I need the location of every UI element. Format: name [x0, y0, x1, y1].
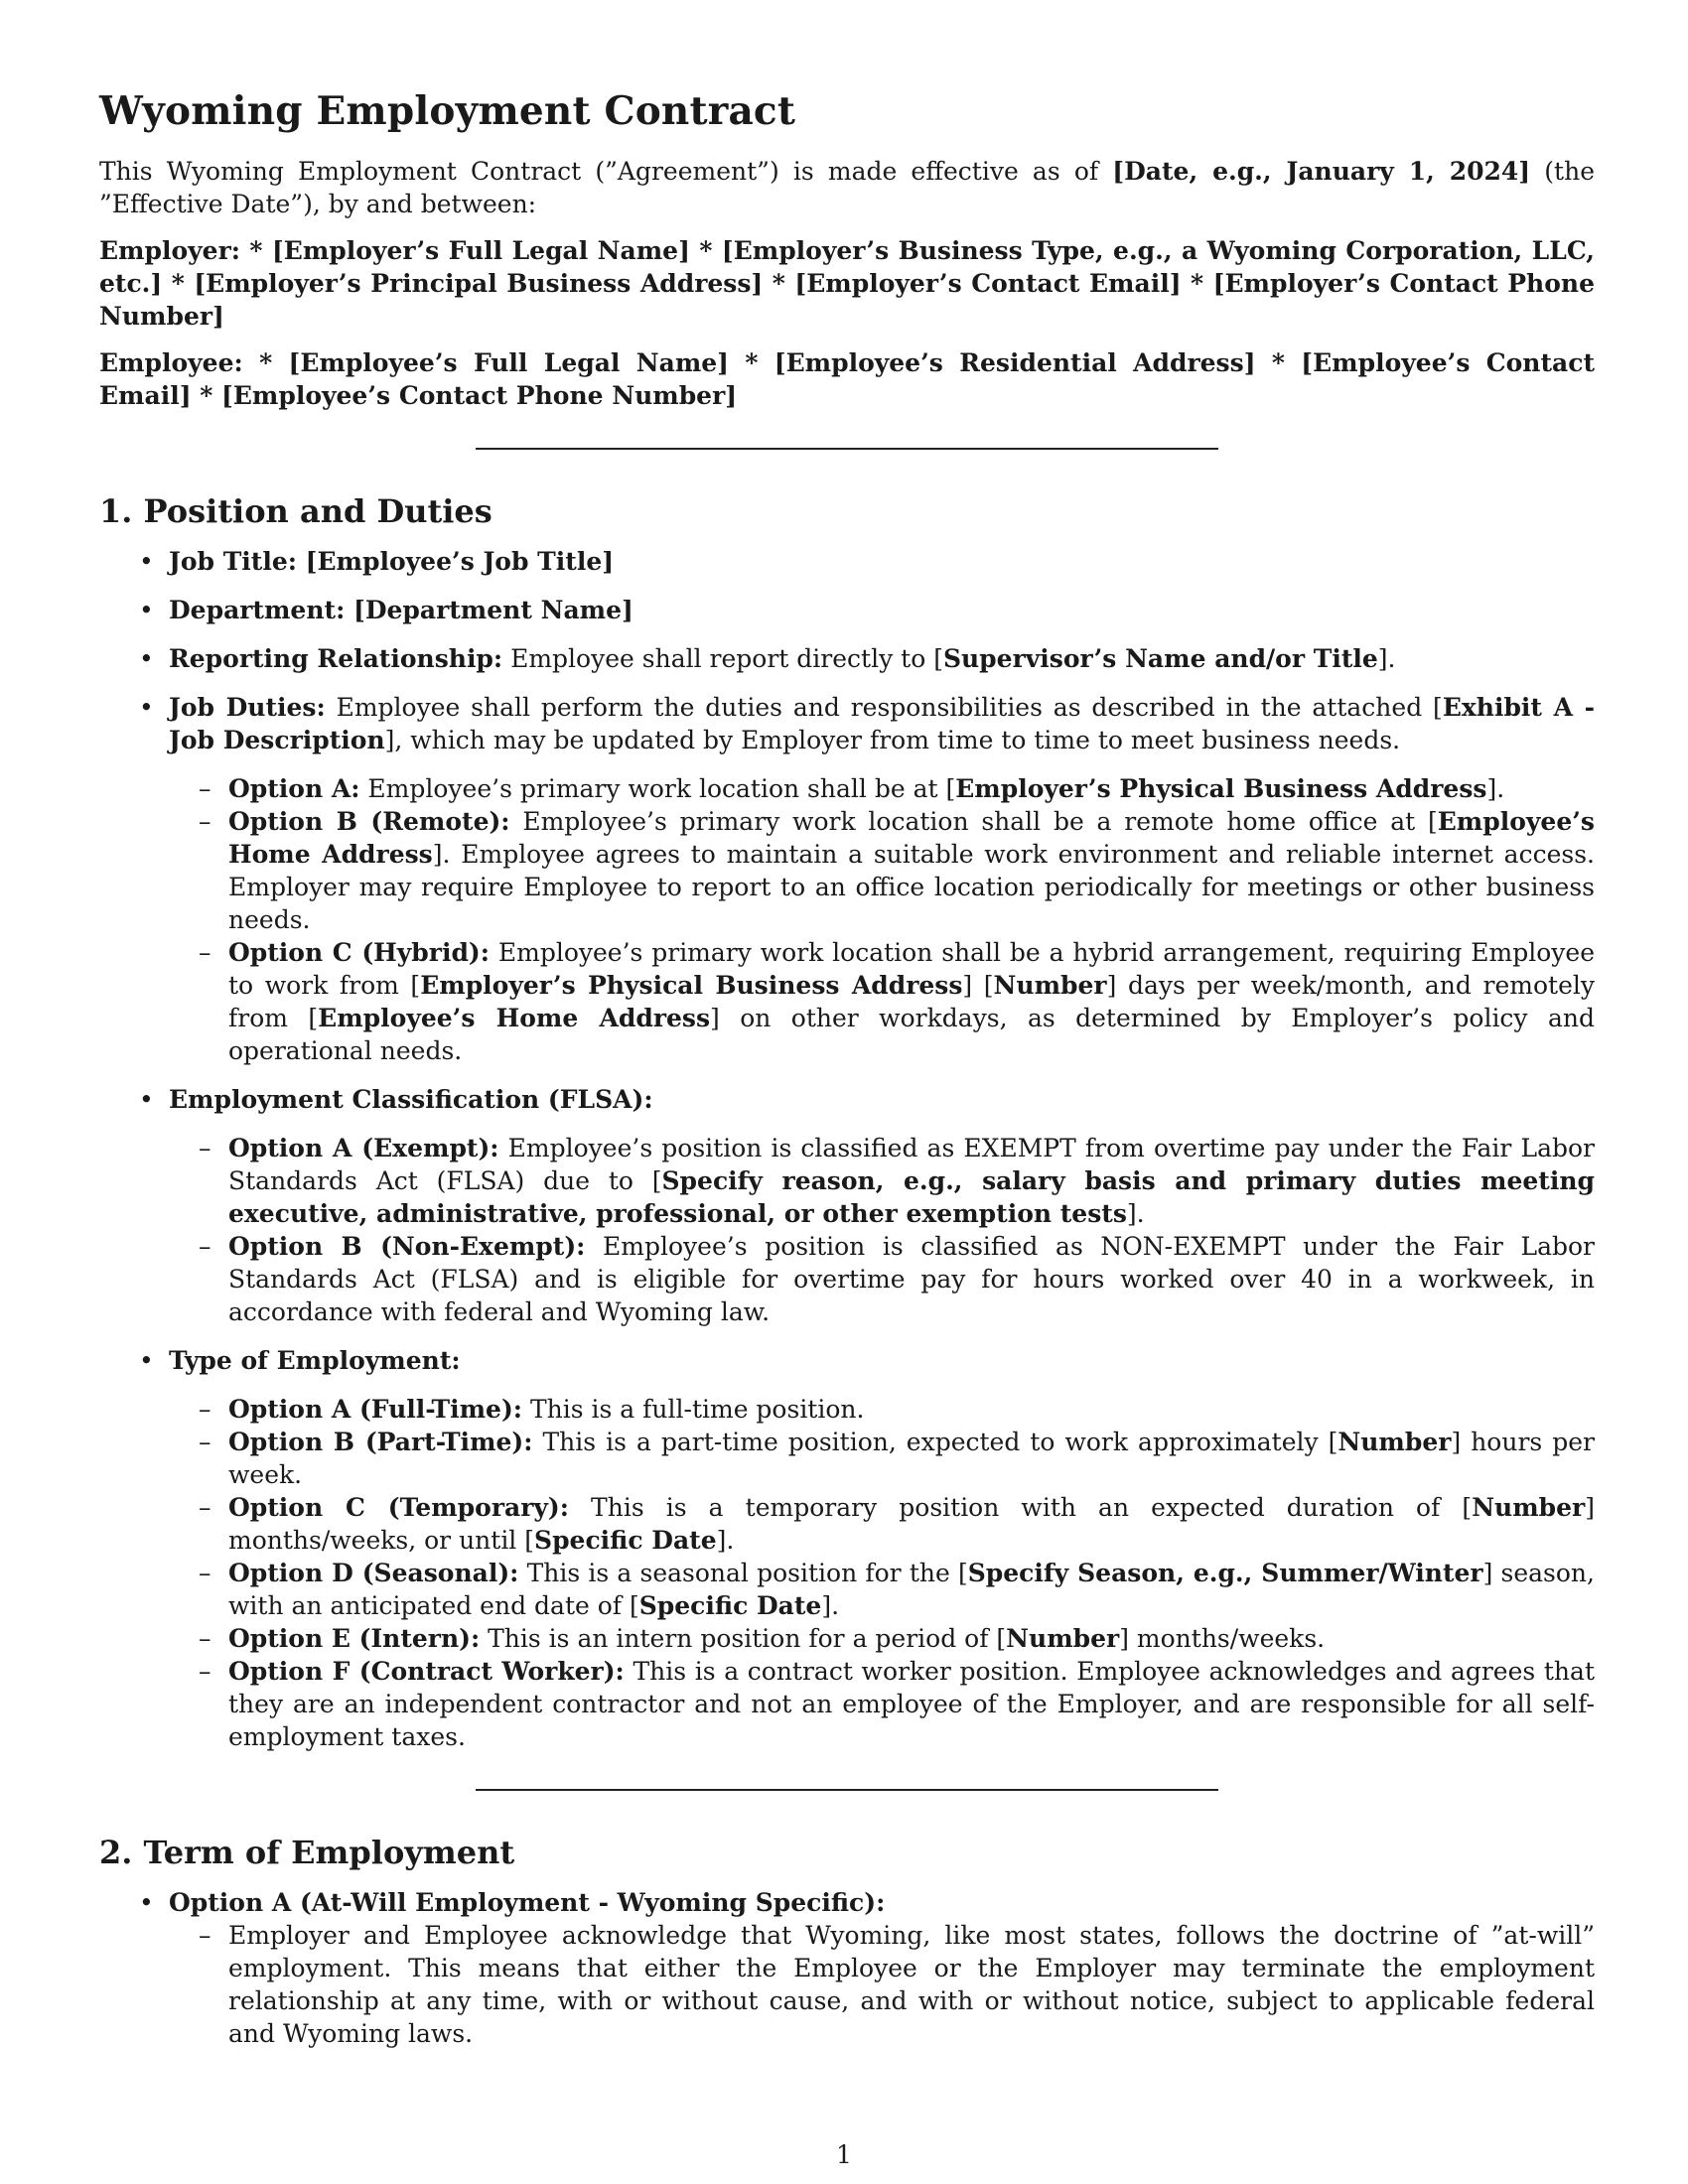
list-item-location-option-c: [228, 936, 1595, 1067]
list-item-job-duties: [169, 691, 1595, 1067]
placeholder: Employer’s Physical Business Address: [955, 774, 1487, 803]
at-will-label: Option A (At-Will Employment - Wyoming Specific):: [169, 1888, 886, 1917]
option-text: Employee’s primary work location shall be a hybrid arrangement, requiring Employee to work from [: [228, 938, 1595, 1000]
list-item-location-option-b: [228, 805, 1595, 936]
employer-block: [99, 234, 1595, 333]
work-location-options: [169, 772, 1595, 1067]
option-text: ].: [1126, 1199, 1145, 1228]
term-list: [99, 1886, 1595, 2050]
supervisor-placeholder: Supervisor’s Name and/or Title: [942, 644, 1378, 673]
section-divider: [476, 1789, 1218, 1791]
option-label: Option B (Non-Exempt):: [228, 1232, 586, 1261]
placeholder: Number: [1472, 1493, 1586, 1522]
option-label: Option D (Seasonal):: [228, 1559, 519, 1587]
job-duties-text: Employee shall perform the duties and responsibilities as described in the attached [: [325, 693, 1443, 722]
list-item-flsa: [169, 1083, 1595, 1328]
option-label: Option B (Remote):: [228, 807, 510, 836]
job-title-text: Job Title: [Employee’s Job Title]: [169, 547, 615, 576]
placeholder: Specific Date: [638, 1591, 822, 1620]
option-label: Option C (Hybrid):: [228, 938, 490, 967]
placeholder: Specific Date: [534, 1526, 717, 1555]
option-text: This is a seasonal position for the [: [518, 1559, 968, 1587]
employer-details: * [Employer’s Full Legal Name] * [Employer’s Business Type, e.g., a Wyoming Corporation, LLC, etc.] * [Employer’s Principal Business Address] * [Employer’s Contact Email] * [Employer’s Contact Phone Number]: [99, 236, 1595, 331]
exhibit-placeholder: Exhibit A - Job Description: [169, 693, 1595, 754]
intro-text: This Wyoming Employment Contract (”Agreement”) is made effective as of: [99, 157, 1113, 186]
effective-date-placeholder: [Date, e.g., January 1, 2024]: [1112, 157, 1531, 186]
option-text: Employee’s primary work location shall be a remote home office at [: [509, 807, 1438, 836]
employment-type-options: [169, 1393, 1595, 1753]
option-label: Option C (Temporary):: [228, 1493, 569, 1522]
intro-paragraph: [99, 155, 1595, 220]
list-item-job-title: [169, 545, 1595, 578]
list-item-flsa-option-a: [228, 1132, 1595, 1230]
reporting-label: Reporting Relationship:: [169, 644, 503, 673]
option-label: Option F (Contract Worker):: [228, 1657, 625, 1686]
placeholder: Specify Season, e.g., Summer/Winter: [967, 1559, 1483, 1587]
list-item-employment-type: [169, 1344, 1595, 1753]
option-label: Option E (Intern):: [228, 1624, 481, 1653]
option-text: Employee’s primary work location shall be at [: [359, 774, 956, 803]
option-text: This is a contract worker position. Employee acknowledges and agrees that they are an independent contractor and not an employee of the Employer, and are responsible for all self-employment taxes.: [228, 1657, 1595, 1751]
section-heading-term: 2. Term of Employment: [99, 1834, 515, 1871]
list-item-type-option-d: [228, 1557, 1595, 1622]
list-item-type-option-e: [228, 1622, 1595, 1655]
placeholder: Employee’s Home Address: [318, 1004, 711, 1032]
placeholder: Specify reason, e.g., salary basis and primary duties meeting executive, administrative, professional, or other exemption tests: [228, 1166, 1596, 1228]
option-label: Option B (Part-Time):: [228, 1428, 533, 1456]
placeholder: Employee’s Home Address: [228, 807, 1596, 869]
placeholder: Number: [993, 971, 1107, 1000]
list-item-at-will-text: [228, 1919, 1595, 2050]
employee-label: Employee:: [99, 348, 243, 377]
option-text: ].: [821, 1591, 840, 1620]
option-text: Employee’s position is classified as NON-EXEMPT under the Fair Labor Standards Act (FLSA) and is eligible for overtime pay for hours worked over 40 in a workweek, in accordance with federal and Wyoming law.: [228, 1232, 1595, 1326]
job-duties-text-end: ], which may be updated by Employer from time to time to meet business needs.: [384, 726, 1401, 754]
department-text: Department: [Department Name]: [169, 596, 633, 624]
position-list: [99, 545, 1595, 1753]
option-text: ].: [1486, 774, 1505, 803]
option-label: Option A:: [228, 774, 360, 803]
list-item-type-option-c: [228, 1491, 1595, 1557]
employee-details: * [Employee’s Full Legal Name] * [Employee’s Residential Address] * [Employee’s Contact Email] * [Employee’s Contact Phone Number]: [99, 348, 1595, 410]
option-text: ].: [716, 1526, 735, 1555]
reporting-text-end: ].: [1377, 644, 1396, 673]
employment-type-label: Type of Employment:: [169, 1346, 461, 1375]
page-title: Wyoming Employment Contract: [99, 88, 796, 134]
option-text: ] months/weeks.: [1119, 1624, 1326, 1653]
list-item-type-option-f: [228, 1655, 1595, 1753]
option-text: ] [: [962, 971, 994, 1000]
option-label: Option A (Exempt):: [228, 1134, 499, 1162]
option-text: Employee’s position is classified as EXEMPT from overtime pay under the Fair Labor Standards Act (FLSA) due to [: [228, 1134, 1595, 1195]
list-item-location-option-a: [228, 772, 1595, 805]
option-text: This is a part-time position, expected to work approximately [: [532, 1428, 1338, 1456]
placeholder: Employer’s Physical Business Address: [420, 971, 963, 1000]
employer-label: Employer:: [99, 236, 240, 265]
section-heading-position: 1. Position and Duties: [99, 492, 492, 530]
at-will-details: [169, 1919, 1595, 2050]
contract-page: [99, 87, 1595, 2050]
option-text: ] months/weeks, or until [: [228, 1493, 1595, 1555]
option-text: This is a full-time position.: [522, 1395, 865, 1424]
job-duties-label: Job Duties:: [169, 693, 326, 722]
option-label: Option A (Full-Time):: [228, 1395, 523, 1424]
option-text: ] days per week/month, and remotely from [: [228, 971, 1595, 1032]
placeholder: Number: [1006, 1624, 1120, 1653]
list-item-at-will: [169, 1886, 1595, 2050]
option-text: ]. Employee agrees to maintain a suitable work environment and reliable internet access. Employer may require Employee to report to an office location periodically for meetings or other business needs.: [228, 840, 1595, 934]
section-divider: [476, 448, 1218, 450]
list-item-flsa-option-b: [228, 1230, 1595, 1328]
list-item-type-option-a: [228, 1393, 1595, 1426]
list-item-type-option-b: [228, 1426, 1595, 1491]
flsa-options: [169, 1132, 1595, 1328]
list-item-reporting: [169, 642, 1595, 675]
list-item-department: [169, 594, 1595, 626]
option-text: ] on other workdays, as determined by Employer’s policy and operational needs.: [228, 1004, 1595, 1065]
option-text: This is an intern position for a period of [: [480, 1624, 1007, 1653]
at-will-text: Employer and Employee acknowledge that Wyoming, like most states, follows the doctrine of ”at-will” employment. This means that either the Employee or the Employer may terminate the employment relationship at any time, with or without cause, and with or without notice, subject to applicable federal and Wyoming laws.: [228, 1921, 1595, 2048]
option-text: ] season, with an anticipated end date of [: [228, 1559, 1595, 1620]
page-number: 1: [836, 2140, 852, 2169]
option-text: This is a temporary position with an expected duration of [: [568, 1493, 1473, 1522]
flsa-label: Employment Classification (FLSA):: [169, 1085, 653, 1114]
placeholder: Number: [1337, 1428, 1452, 1456]
intro-text-end: (the ”Effective Date”), by and between:: [99, 157, 1596, 218]
option-text: ] hours per week.: [228, 1428, 1596, 1489]
employee-block: [99, 346, 1595, 412]
reporting-text: Employee shall report directly to [: [502, 644, 943, 673]
